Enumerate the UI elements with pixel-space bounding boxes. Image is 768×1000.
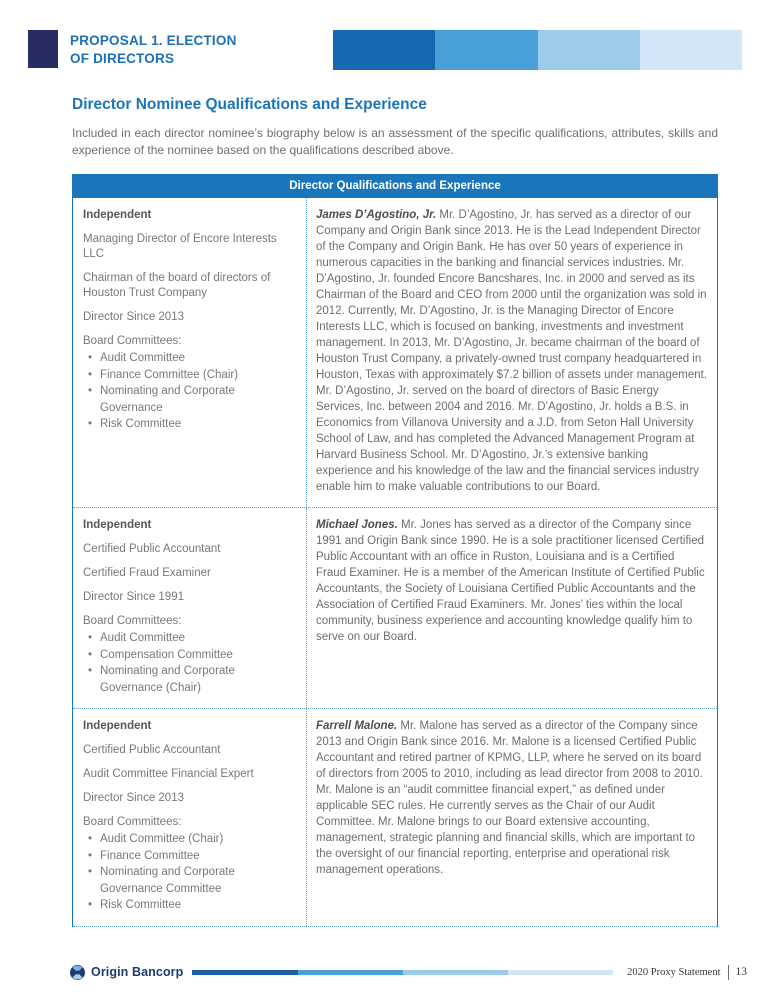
footer-bar-segment-dark bbox=[192, 970, 297, 975]
color-bar-segment-light bbox=[538, 30, 640, 70]
director-name: Farrell Malone. bbox=[316, 720, 398, 732]
page-footer bbox=[70, 963, 747, 981]
top-banner bbox=[0, 0, 768, 70]
table-header: Director Qualifications and Experience bbox=[72, 174, 718, 198]
committee-item: • Nominating and Corporate Governance Committee bbox=[83, 864, 298, 897]
footer-bar-segment-lightest bbox=[508, 970, 613, 975]
summary-item: Certified Fraud Examiner bbox=[83, 567, 211, 579]
committees-list bbox=[83, 831, 298, 914]
director-summary-cell bbox=[73, 709, 307, 926]
summary-item: Director Since 2013 bbox=[83, 311, 184, 323]
origin-bancorp-logo-icon bbox=[70, 965, 85, 980]
director-name: James D’Agostino, Jr. bbox=[316, 209, 437, 221]
director-bio-text: Mr. Malone has served as a director of the Company since 2013 and Origin Bank since 2016. Mr. Malone is a licensed Certified Public Accountant and retired partner of KPMG, LLP, where he served on its board of directors from 2005 to 2010, including as lead director from 2008 to 2010. Mr. Malone is an “audit committee financial expert,” as defined under applicable SEC rules. He currently serves as the Chair of our Audit Committee. Mr. Malone brings to our Board extensive accounting, management, strategic planning and financial skills, which are important to the oversight of our financial reporting, enterprise and operational risk management operations. bbox=[316, 720, 703, 876]
director-summary-cell bbox=[73, 198, 307, 507]
summary-item: Audit Committee Financial Expert bbox=[83, 768, 254, 780]
footer-bar-segment-light bbox=[403, 970, 508, 975]
committee-item: • Risk Committee bbox=[83, 416, 298, 433]
summary-item: Certified Public Accountant bbox=[83, 744, 221, 756]
director-name: Michael Jones. bbox=[316, 519, 398, 531]
page-number: 13 bbox=[735, 966, 747, 978]
director-bio-cell bbox=[307, 508, 717, 708]
director-bio bbox=[316, 207, 707, 495]
committee-item: • Finance Committee (Chair) bbox=[83, 367, 298, 384]
document-label: 2020 Proxy Statement bbox=[627, 966, 721, 978]
committee-item: • Compensation Committee bbox=[83, 647, 298, 664]
intro-paragraph: Included in each director nominee’s biography below is an assessment of the specific qualifications, attributes, skills and experience of the nominee based on the qualifications described above. bbox=[72, 126, 718, 157]
footer-bar-segment-medium bbox=[298, 970, 403, 975]
committee-item: • Audit Committee bbox=[83, 630, 298, 647]
director-bio-text: Mr. D’Agostino, Jr. has served as a director of our Company and Origin Bank since 2013. He is the Lead Independent Director of the Company and Origin Bank. He has over 50 years of experience in numerous capacities in the banking and financial services industries. Mr. D’Agostino, Jr. founded Encore Bancshares, Inc. in 2000 and served as its Chairman of the Board and CEO from 2000 until the organization was sold in 2012. Currently, Mr. D’Agostino, Jr. is the Managing Director of Encore Interests LLC, which is focused on banking, investments and investment management. In 2013, Mr. D’Agostino, Jr. became chairman of the board of Houston Trust Company, a privately-owned trust company headquartered in Houston, Texas with approximately $7.2 billion of assets under management. Mr. D’Agostino, Jr. served on the board of directors of Basic Energy Services, Inc. between 2004 and 2016. Mr. D’Agostino, Jr. holds a B.S. in Economics from Villanova University and a J.D. from Seton Hall University School of Law, and has completed the Advanced Management Program at Harvard Business School. Mr. D’Agostino, Jr.’s extensive banking experience and his knowledge of the law and the financial services industry enable him to make valuable contributions to our Board. bbox=[316, 209, 708, 493]
director-bio bbox=[316, 718, 707, 878]
independence-status: Independent bbox=[83, 209, 152, 221]
table-row bbox=[73, 508, 717, 709]
proposal-accent-square bbox=[28, 30, 58, 68]
committees-list bbox=[83, 350, 298, 433]
director-summary-cell bbox=[73, 508, 307, 708]
decorative-color-bar bbox=[333, 30, 742, 70]
brand-name: Origin Bancorp bbox=[91, 965, 184, 979]
committees-label: Board Committees: bbox=[83, 335, 182, 347]
summary-item: Certified Public Accountant bbox=[83, 543, 221, 555]
color-bar-segment-lightest bbox=[640, 30, 742, 70]
director-bio-cell bbox=[307, 709, 717, 926]
committees-list bbox=[83, 630, 298, 696]
page-content bbox=[72, 96, 718, 927]
committees-label: Board Committees: bbox=[83, 816, 182, 828]
summary-item: Director Since 1991 bbox=[83, 591, 184, 603]
table-body bbox=[72, 198, 718, 927]
committee-item: • Finance Committee bbox=[83, 848, 298, 865]
proposal-title-line2: OF DIRECTORS bbox=[70, 50, 175, 66]
color-bar-segment-dark bbox=[333, 30, 435, 70]
color-bar-segment-medium bbox=[435, 30, 537, 70]
independence-status: Independent bbox=[83, 519, 152, 531]
footer-divider bbox=[728, 965, 729, 980]
director-bio-text: Mr. Jones has served as a director of the Company since 1991 and Origin Bank since 1990. He is a sole practitioner licensed Certified Public Accountant with an office in Ruston, Louisiana and is a Certified Fraud Examiner. He is a member of the American Institute of Certified Public Accountants, the Society of Louisiana Certified Public Accountants and the Association of Certified Fraud Examiners. Mr. Jones’ ties within the local community, business experience and accounting knowledge qualify him to serve on our Board. bbox=[316, 519, 705, 643]
committee-item: • Audit Committee (Chair) bbox=[83, 831, 298, 848]
table-row bbox=[73, 709, 717, 927]
director-qualifications-table bbox=[72, 174, 718, 927]
committee-item: • Audit Committee bbox=[83, 350, 298, 367]
section-title: Director Nominee Qualifications and Experience bbox=[72, 96, 427, 113]
director-bio bbox=[316, 517, 707, 645]
committee-item: • Nominating and Corporate Governance (Chair) bbox=[83, 663, 298, 696]
committee-item: • Risk Committee bbox=[83, 897, 298, 914]
footer-color-bar bbox=[192, 970, 613, 975]
table-row bbox=[73, 198, 717, 508]
committee-item: • Nominating and Corporate Governance bbox=[83, 383, 298, 416]
summary-item: Director Since 2013 bbox=[83, 792, 184, 804]
summary-item: Chairman of the board of directors of Houston Trust Company bbox=[83, 272, 271, 299]
summary-item: Managing Director of Encore Interests LLC bbox=[83, 233, 277, 260]
independence-status: Independent bbox=[83, 720, 152, 732]
director-bio-cell bbox=[307, 198, 717, 507]
proposal-title bbox=[70, 32, 237, 67]
committees-label: Board Committees: bbox=[83, 615, 182, 627]
proposal-title-line1: PROPOSAL 1. ELECTION bbox=[70, 33, 237, 48]
